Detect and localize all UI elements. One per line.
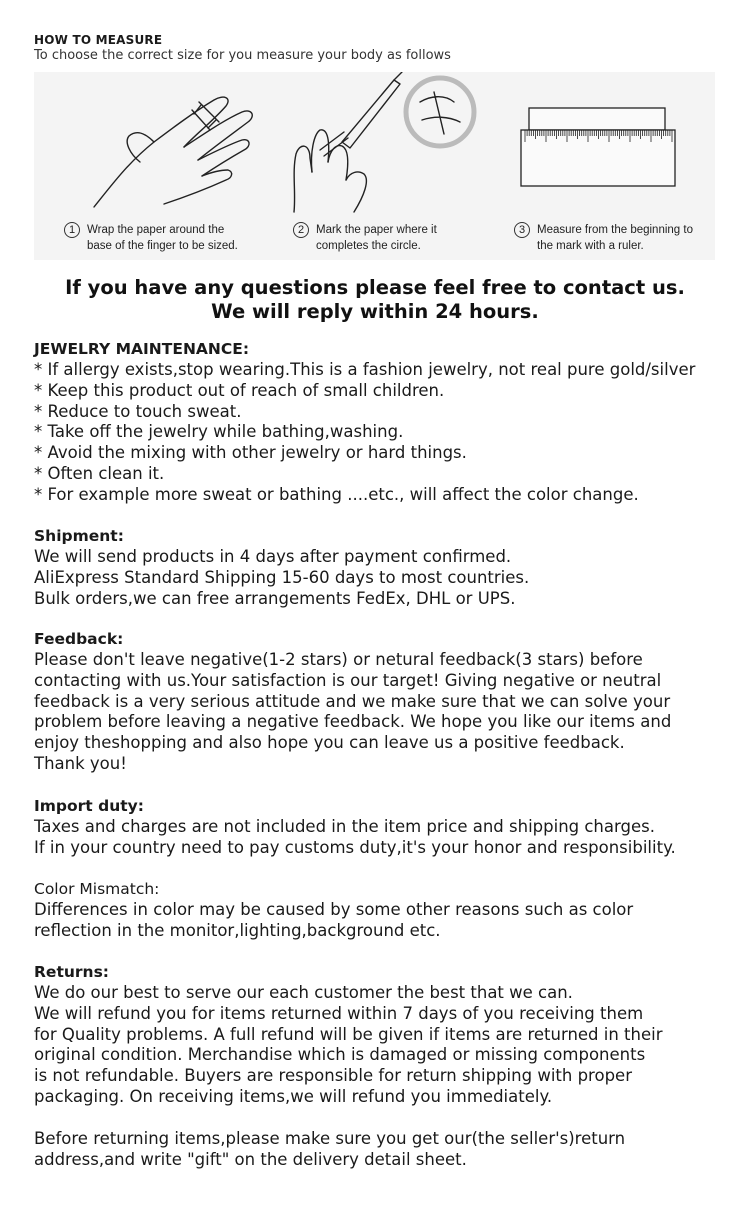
maintenance-heading: JEWELRY MAINTENANCE: [34,340,250,358]
color-mismatch-heading: Color Mismatch: [34,880,160,898]
how-to-measure-title: HOW TO MEASURE [34,33,163,47]
color-mismatch-lines [34,900,724,942]
text-line: * Avoid the mixing with other jewelry or hard things. [34,443,467,463]
import-duty-lines [34,817,724,859]
measure-step-2 [293,222,437,254]
text-line: * For example more sweat or bathing ....etc., will affect the color change. [34,484,639,504]
how-to-measure-subtitle: To choose the correct size for you measure your body as follows [34,48,451,63]
measure-step-1 [64,222,238,254]
text-line: * Reduce to touch sweat. [34,401,242,421]
import-duty-section [34,796,724,859]
text-line: enjoy theshopping and also hope you can leave us a positive feedback. [34,733,625,753]
text-line: Before returning items,please make sure you get our(the seller's)return [34,1129,626,1148]
step-description: Wrap the paper around the base of the finger to be sized. [87,224,238,252]
contact-line-1: If you have any questions please feel free to contact us. [65,276,685,299]
text-line: We will send products in 4 days after payment confirmed. [34,547,512,566]
contact-line-2: We will reply within 24 hours. [211,300,539,323]
feedback-lines [34,650,724,775]
text-line: AliExpress Standard Shipping 15-60 days to most countries. [34,567,530,587]
text-line: for Quality problems. A full refund will be given if items are returned in their [34,1024,663,1044]
returns-note-lines [34,1129,724,1171]
contact-notice [0,276,750,324]
step-number-badge: 3 [514,222,530,238]
text-line: * Take off the jewelry while bathing,washing. [34,422,404,442]
text-line: We do our best to serve our each customer the best that we can. [34,983,573,1002]
ruler-illustration [519,72,679,192]
text-line: * Keep this product out of reach of small children. [34,380,445,400]
returns-note-section [34,1129,724,1171]
text-line: Taxes and charges are not included in the item price and shipping charges. [34,817,655,836]
text-line: is not refundable. Buyers are responsible for return shipping with proper [34,1066,632,1086]
text-line: packaging. On receiving items,we will refund you immediately. [34,1086,553,1106]
text-line: contacting with us.Your satisfaction is our target! Giving negative or neutral [34,670,662,690]
color-mismatch-section [34,879,724,942]
import-duty-heading: Import duty: [34,797,144,815]
text-line: * If allergy exists,stop wearing.This is a fashion jewelry, not real pure gold/silver [34,360,696,379]
mark-paper-illustration [284,72,484,217]
text-line: address,and write "gift" on the delivery detail sheet. [34,1149,467,1169]
wrap-finger-illustration [74,72,274,217]
step-number-badge: 1 [64,222,80,238]
text-line: Bulk orders,we can free arrangements FedEx, DHL or UPS. [34,588,516,608]
text-line: reflection in the monitor,lighting,background etc. [34,920,441,940]
returns-section [34,962,724,1108]
text-line: We will refund you for items returned within 7 days of you receiving them [34,1003,644,1023]
text-line: original condition. Merchandise which is damaged or missing components [34,1045,646,1065]
feedback-section [34,629,724,775]
text-line: * Often clean it. [34,463,165,483]
feedback-heading: Feedback: [34,630,124,648]
text-line: Differences in color may be caused by some other reasons such as color [34,900,634,919]
step-number-badge: 2 [293,222,309,238]
text-line: If in your country need to pay customs duty,it's your honor and responsibility. [34,837,676,857]
returns-heading: Returns: [34,963,109,981]
maintenance-section [34,339,724,506]
shipment-lines [34,547,724,609]
step-description: Measure from the beginning to the mark with a ruler. [537,224,693,252]
maintenance-lines [34,360,724,506]
shipment-heading: Shipment: [34,527,124,545]
text-line: Thank you! [34,753,127,773]
returns-lines [34,983,724,1108]
text-line: problem before leaving a negative feedback. We hope you like our items and [34,712,672,732]
shipment-section [34,526,724,609]
text-line: feedback is a very serious attitude and we make sure that we can solve your [34,691,671,711]
measure-step-3 [514,222,693,254]
text-line: Please don't leave negative(1-2 stars) or netural feedback(3 stars) before [34,650,643,669]
step-description: Mark the paper where it completes the circle. [316,224,437,252]
measure-illustration-panel [34,72,715,260]
